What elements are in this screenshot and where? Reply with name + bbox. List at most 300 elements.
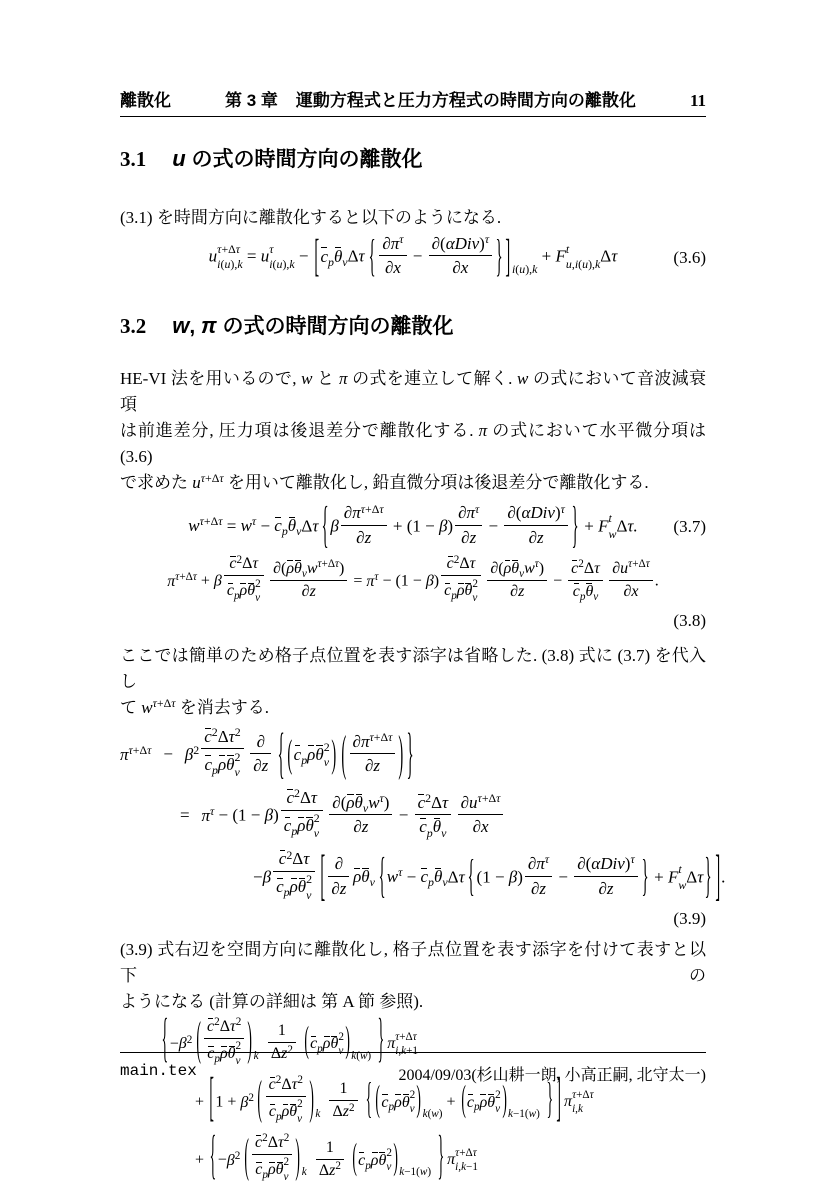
math-token [237,553,243,567]
math-token: ) [393,1138,398,1178]
math-token: π [360,731,370,751]
math-token [315,740,329,771]
math-token [598,512,616,543]
math-token [235,1149,241,1163]
math-token: v [301,567,307,580]
math-token [352,502,383,523]
math-token [556,242,601,273]
math-token: v [297,1112,303,1125]
math-token: . [654,572,659,590]
math-token: u [276,257,283,272]
math-token [179,1035,187,1052]
math-token [374,570,378,584]
math-token: π [120,744,129,764]
math-token: . [721,867,726,886]
math-token: +Δ [399,1030,413,1043]
math-token: ( [352,1138,357,1178]
equation-3-6 [120,229,706,281]
math-token [555,502,565,523]
math-token [210,804,214,819]
math-token: 2 [262,1132,268,1145]
math-token: c [278,849,287,869]
math-token: c [417,793,426,813]
equation-line [120,1128,706,1187]
math-token [379,233,406,279]
math-token: c [204,754,213,774]
math-token: + [442,1093,460,1111]
running-header-center [171,86,690,111]
math-token: 2 [578,558,584,571]
math-token: 2 [495,1088,501,1101]
math-token [418,793,426,812]
math-token [574,853,637,899]
math-token: ) [538,559,545,577]
math-token [286,787,300,808]
equation-line [120,786,706,844]
math-token: − [484,516,503,536]
math-token [487,1088,500,1117]
math-token [329,1101,357,1122]
math-token: β [425,572,434,590]
math-token: ( [440,233,446,253]
math-token: ( [460,1080,466,1120]
math-token: k [595,257,601,272]
math-token: k [532,261,538,276]
equation-line [120,229,706,281]
math-token [678,878,686,893]
math-token [236,1015,242,1029]
math-token [366,572,378,592]
math-token [250,731,271,777]
math-token [361,732,370,751]
math-token [298,877,306,896]
math-token [175,570,197,584]
math-token: τ [594,559,600,577]
math-token: ρ [267,1161,276,1179]
math-token: ∂ [527,854,537,874]
math-token [294,744,308,765]
math-token: v [495,1103,501,1116]
math-token: { [277,721,285,785]
math-token: τ [611,246,618,266]
math-token: ( [244,1131,249,1183]
math-token: u [469,793,478,813]
math-token: (3.9) 式右辺を空間方向に離散化し, 格子点位置を表す添字を付けて表すと以下の [120,939,706,985]
math-token [444,581,457,601]
math-token [297,1097,303,1112]
math-token: 2 [338,1030,344,1043]
math-token [226,755,234,774]
math-token [241,516,252,535]
math-token [227,582,234,599]
math-token: k [289,257,295,272]
math-token [574,853,637,876]
math-token [302,567,307,581]
math-token: ρ [503,559,512,577]
math-token: θ [289,1103,298,1121]
text-line [120,989,706,1015]
math-token: ρ [353,867,362,886]
math-token: z [342,1103,350,1121]
math-token: c [286,788,295,808]
math-token [442,875,447,890]
math-token [315,745,323,764]
math-token [630,852,634,867]
math-token [341,526,387,548]
math-token: p [281,524,288,539]
math-token: − [554,867,573,886]
math-token [227,1152,235,1169]
math-token: p [327,254,334,269]
math-token [167,573,175,590]
math-token: 2 [236,553,243,566]
math-token: i [574,257,579,272]
math-token: 2 [283,1156,290,1169]
math-token [425,791,431,806]
math-token: τ [303,849,310,869]
math-token: , [189,314,202,338]
math-token: w [386,867,399,886]
math-token: 2 [313,810,320,825]
math-token [342,255,347,270]
math-token [266,1097,306,1127]
math-token: τ [235,241,241,256]
math-token: ) [295,1131,301,1183]
math-token [217,242,242,273]
math-token: π [447,1151,456,1169]
math-token [270,581,347,602]
math-token [536,853,549,874]
equation-line [120,496,706,554]
math-token: 2 [472,577,478,590]
math-token: F [555,246,566,266]
math-token [314,811,320,826]
math-token: ∂ [332,793,341,813]
math-token: の式において水平微分項は (3.6) [120,420,706,466]
math-token: αDiv [591,854,625,874]
math-token: i [511,261,516,276]
math-token [350,731,396,777]
math-token: −1( [404,1166,420,1179]
math-token: c [444,582,452,600]
math-token: ( [196,1015,201,1067]
math-token: ( [578,257,583,272]
math-token: + [195,1151,209,1169]
math-token: ρ [370,1151,379,1169]
math-token [296,524,301,539]
math-token [153,690,176,716]
math-token [334,247,342,266]
math-token [185,744,199,765]
math-token [479,233,489,254]
math-token [609,559,652,602]
math-token: の式の時間方向の離散化 [216,314,454,338]
math-token: w [419,1166,428,1179]
math-token: , [398,1045,402,1058]
math-token [204,754,218,775]
math-token: i [455,1161,459,1174]
math-token: θ [305,815,314,835]
math-token [235,750,241,781]
math-token: τ [335,558,340,571]
math-token: − [402,867,421,886]
math-token: β [184,744,194,764]
section-heading-3-2 [120,311,706,342]
math-token: ∂z [331,878,347,898]
math-token: ∂z [301,582,316,600]
math-token: 2 [211,725,218,740]
math-token [341,502,387,548]
math-token: + [580,516,599,536]
math-token: θ [333,246,343,266]
math-token: z [329,1161,336,1179]
math-token [467,1093,480,1113]
math-token: k [351,1050,357,1063]
math-token: − [294,246,313,266]
math-token [201,805,214,826]
math-token [207,1018,214,1035]
math-token [224,554,264,576]
math-token [255,577,261,592]
math-token [361,867,369,886]
math-token: ρ [456,582,465,600]
section-number-3-2: 3.2 [120,313,147,338]
math-token [609,511,617,542]
math-token: τ [388,730,393,744]
math-token [381,1093,394,1113]
math-token [306,872,312,887]
math-token: ( [356,1050,360,1063]
math-token: ) [427,1166,432,1179]
math-token [320,246,334,267]
math-token [289,1103,297,1120]
math-token: 2 [297,1098,303,1111]
math-token [571,560,578,577]
math-token [230,1017,241,1037]
math-token: τ [310,788,318,808]
math-token [201,726,243,749]
math-token: θ [585,582,594,600]
math-token [571,559,584,579]
math-token: c [381,1093,389,1111]
math-token [328,853,349,876]
math-token: +Δ [459,1146,473,1159]
math-token [504,502,567,525]
math-token [324,740,330,771]
math-token [120,745,129,764]
math-token [279,848,293,869]
math-token [508,1107,540,1121]
math-token: ∂ [273,559,281,577]
math-token [188,516,199,535]
math-token [235,725,241,740]
math-token: τ [469,555,476,573]
math-token: +Δ [132,742,148,757]
math-token: は前進差分, 圧力項は後退差分で離散化する. [120,420,479,440]
math-token [229,726,241,747]
equation-number-3-7: (3.7) [673,517,706,537]
math-token: θ [275,1161,284,1179]
math-token: v [255,592,261,605]
equation-block-discretized [120,1011,706,1187]
math-token: τ [398,865,403,880]
math-token [279,849,287,868]
page-number: 11 [689,91,706,110]
math-token: ρ [322,1035,331,1053]
math-token [472,577,478,592]
math-token [281,811,323,843]
math-token: 1 [325,1138,334,1156]
math-token [341,502,387,525]
math-token [561,502,565,517]
math-token: 2 [193,742,200,757]
math-token [252,1155,292,1185]
math-token: , [575,1103,578,1116]
math-token: を消去する. [175,698,269,718]
paragraph-substitute [120,643,706,722]
math-token: τ [252,555,259,573]
math-token [252,1133,292,1155]
math-token: τ [395,1030,400,1043]
math-token: τ [228,727,235,747]
math-token: Δ [447,867,459,886]
math-token [465,577,478,606]
math-token: Δ [616,516,628,536]
math-token [566,257,600,272]
math-token [274,516,282,535]
text-line [120,366,706,418]
math-token: 2 [235,1040,242,1053]
math-token: w [517,368,529,388]
math-token [201,726,243,781]
math-token: F [667,867,679,886]
math-token: ) [438,1108,443,1121]
math-token [338,1030,344,1045]
math-token: k [301,1166,307,1179]
math-token: 2 [453,553,460,566]
math-token: ∂x [472,817,489,837]
math-token: τ [472,1146,477,1159]
math-token: ∂z [364,756,380,776]
math-token: 2 [409,1088,416,1101]
math-token [288,516,296,535]
math-token [447,1152,455,1169]
math-token: v [441,825,447,840]
math-token: w [678,877,687,892]
math-token: v [234,765,240,780]
math-token [334,246,348,267]
math-token [418,792,432,813]
math-token: τ [379,791,384,806]
math-token [458,792,504,815]
math-token: − [256,516,275,536]
math-token [678,862,686,893]
math-token [269,242,273,257]
math-token: +Δ [373,730,389,744]
math-token: 2 [234,749,241,764]
math-token: , [571,257,575,272]
math-token: τ [589,1088,594,1101]
math-token [585,583,593,600]
math-token [141,695,175,722]
math-token [201,465,224,491]
math-token: ρ [217,754,227,774]
math-token [511,559,524,579]
math-token: F [598,516,609,536]
math-token: ) [273,805,279,825]
math-token: τ [269,241,274,256]
math-token [387,866,403,887]
math-token [274,515,288,539]
math-token: θ [432,817,442,837]
math-token [214,1015,220,1029]
math-token [361,502,384,517]
math-token [204,726,218,747]
math-token [609,527,617,542]
math-token: p [214,1052,220,1065]
math-token [278,1133,289,1153]
math-token: ), [282,257,290,272]
math-token [564,1094,572,1111]
math-token: ) [502,1080,507,1120]
math-token: c [268,1075,276,1093]
math-token [217,257,242,272]
math-token [217,242,240,257]
math-token [255,1133,268,1153]
math-token [524,560,535,577]
math-token [329,1161,341,1181]
math-token [410,1102,415,1117]
math-token [512,262,537,277]
math-token: τ [218,514,223,529]
math-token [485,232,489,247]
math-token [368,793,379,812]
math-token: τ [628,558,633,571]
math-token [434,866,448,890]
math-token: と [312,368,339,388]
math-token: v [409,1103,415,1116]
math-token [241,515,257,536]
equation-number-3-9: (3.9) [673,908,706,928]
math-token [273,848,315,903]
math-token: τ [278,1134,284,1152]
math-token [370,875,375,890]
math-token [625,853,635,874]
math-token: θ [297,877,307,897]
math-token: 2 [323,739,330,754]
math-token [455,1160,478,1175]
math-token [328,877,349,899]
footer-row [120,1053,706,1085]
math-token: v [362,801,369,816]
math-token: τ [645,558,650,571]
math-token: τ [360,501,365,516]
math-token [455,502,482,525]
math-token [273,848,315,871]
math-token: Δ [459,555,470,573]
math-token: θ [287,516,297,536]
math-token [495,1102,500,1117]
text-line [120,643,706,695]
math-token: c [255,1134,263,1152]
math-token: u [172,146,186,171]
math-token: i [572,1103,576,1116]
math-token: αDiv [521,503,555,523]
math-token: = [180,805,190,825]
math-token [381,1094,388,1111]
math-token [329,792,392,838]
math-token: ∂ [431,233,441,253]
